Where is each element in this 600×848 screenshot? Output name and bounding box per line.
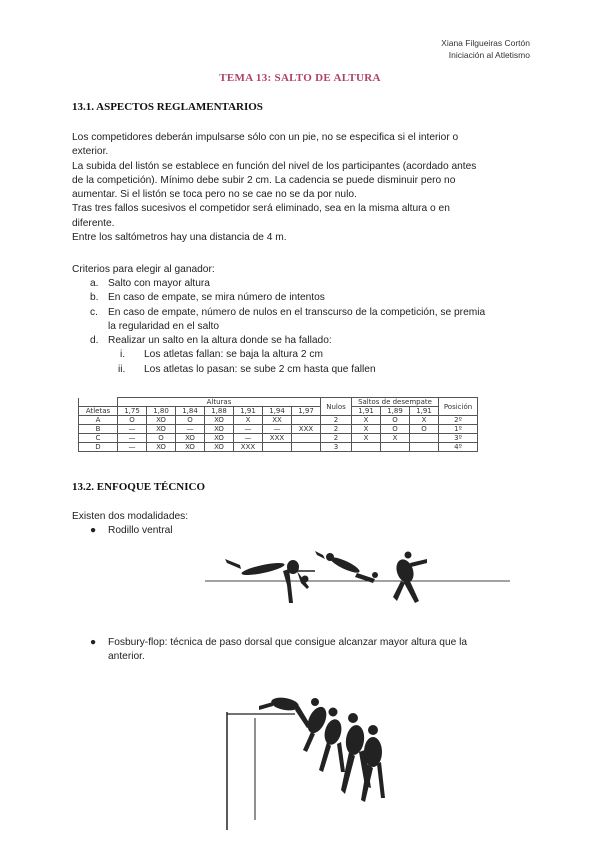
table-cell: [410, 443, 439, 452]
section-heading-tecnico: 13.2. ENFOQUE TÉCNICO: [72, 481, 206, 493]
bullet-text: Fosbury-flop: técnica de paso dorsal que consigue alcanzar mayor altura que la: [108, 637, 468, 648]
table-cell: X: [381, 434, 410, 443]
table-cell: [263, 443, 292, 452]
list-marker: b.: [90, 292, 99, 304]
table-cell: —: [234, 434, 263, 443]
paragraph-line: Entre los saltómetros hay una distancia de 4 m.: [72, 232, 287, 244]
table-cell: XO: [205, 434, 234, 443]
list-marker: d.: [90, 335, 99, 347]
table-row: [79, 434, 478, 443]
table-cell: 3º: [439, 434, 478, 443]
altura-header: 1,94: [263, 407, 292, 416]
table-cell: —: [118, 425, 147, 434]
altura-header: 1,91: [234, 407, 263, 416]
rodillo-ventral-illustration: [205, 545, 515, 617]
bullet-icon: ●: [90, 525, 97, 536]
sub-list-item: [90, 348, 530, 362]
table-cell: —: [176, 425, 205, 434]
altura-header: 1,84: [176, 407, 205, 416]
table-row: [79, 416, 478, 425]
table-cell: 2º: [439, 416, 478, 425]
table-cell: [292, 443, 321, 452]
alturas-group-header: Alturas: [118, 398, 321, 407]
altura-header: 1,88: [205, 407, 234, 416]
header: [441, 37, 530, 61]
table-cell: 2: [321, 416, 352, 425]
paragraph-line: Los competidores deberán impulsarse sólo con un pie, no se especifica si el interior o: [72, 132, 459, 143]
paragraph-line: exterior.: [72, 146, 109, 158]
list-marker: ii.: [118, 363, 126, 375]
table-row: [79, 443, 478, 452]
table-cell: XO: [205, 425, 234, 434]
list-text: Los atletas fallan: se baja la altura 2 cm: [144, 349, 323, 361]
rules-paragraph: [72, 131, 532, 245]
criteria-list: [90, 277, 530, 377]
athlete-silhouette-1: [259, 696, 311, 728]
table-cell: [410, 434, 439, 443]
table-cell: O: [410, 425, 439, 434]
bullet-item: [90, 524, 530, 539]
list-marker: i.: [120, 349, 126, 361]
list-text: Realizar un salto en la altura donde se ha fallado:: [108, 335, 332, 347]
table-cell: X: [234, 416, 263, 425]
table-cell: X: [352, 434, 381, 443]
results-table: [78, 397, 478, 452]
bullet-icon: ●: [90, 637, 97, 648]
table-cell: X: [410, 416, 439, 425]
list-item: [90, 306, 530, 335]
bullet-text: Rodillo ventral: [108, 525, 173, 536]
table-cell: 1º: [439, 425, 478, 434]
page-title: TEMA 13: SALTO DE ALTURA: [219, 72, 381, 84]
table-cell: O: [118, 416, 147, 425]
posicion-header: Posición: [439, 398, 478, 416]
table-corner: [79, 398, 118, 407]
list-item: [90, 291, 530, 305]
header-course: Iniciación al Atletismo: [448, 50, 530, 60]
table-cell: XO: [147, 416, 176, 425]
paragraph-line: aumentar. Si el listón se toca pero no se cae no se da por nulo.: [72, 189, 357, 201]
altura-header: 1,80: [147, 407, 176, 416]
table-cell: [352, 443, 381, 452]
paragraph-line: de la competición). Mínimo debe subir 2 cm. La cadencia se puede disminuir pero no: [72, 174, 456, 186]
table-cell: 3: [321, 443, 352, 452]
list-text: En caso de empate, número de nulos en el transcurso de la competición, se premia: [108, 306, 486, 318]
table-cell: XO: [147, 443, 176, 452]
table-cell: XXX: [234, 443, 263, 452]
desempate-header: 1,89: [381, 407, 410, 416]
table-cell: 4º: [439, 443, 478, 452]
table-cell: —: [118, 434, 147, 443]
standard-post: [227, 712, 255, 830]
desempate-group-header: Saltos de desempate: [352, 398, 439, 407]
list-text: la regularidad en el salto: [108, 320, 220, 332]
list-marker: a.: [90, 278, 99, 289]
table-cell: O: [176, 416, 205, 425]
table-cell: XO: [205, 416, 234, 425]
table-cell: 2: [321, 434, 352, 443]
criteria-intro: Criterios para elegir al ganador:: [72, 264, 215, 275]
sub-list-item: [90, 363, 530, 377]
table-cell: O: [147, 434, 176, 443]
athlete-silhouette-2: [315, 551, 378, 583]
list-marker: c.: [90, 306, 98, 318]
table-cell: —: [234, 425, 263, 434]
table-cell: [292, 434, 321, 443]
list-text: Salto con mayor altura: [108, 278, 210, 289]
list-item: [90, 277, 530, 291]
table-cell: XXX: [292, 425, 321, 434]
atletas-header: Atletas: [79, 407, 118, 416]
bullet-item: [90, 636, 530, 666]
table-row: [79, 425, 478, 434]
table-cell: 2: [321, 425, 352, 434]
list-text: Los atletas lo pasan: se sube 2 cm hasta que fallen: [144, 363, 376, 375]
table-cell: D: [79, 443, 118, 452]
fosbury-flop-illustration: [215, 690, 395, 830]
header-author: Xiana Filgueiras Cortón: [441, 38, 530, 48]
altura-header: 1,97: [292, 407, 321, 416]
table-cell: B: [79, 425, 118, 434]
table-cell: XXX: [263, 434, 292, 443]
modalidades-intro: Existen dos modalidades:: [72, 511, 189, 522]
nulos-header: Nulos: [321, 398, 352, 416]
section-heading-reglamentarios: 13.1. ASPECTOS REGLAMENTARIOS: [72, 101, 263, 113]
table-cell: O: [381, 425, 410, 434]
paragraph-line: La subida del listón se establece en función del nivel de los participantes (acordado antes: [72, 160, 477, 172]
paragraph-line: diferente.: [72, 217, 115, 229]
bullet-text: anterior.: [108, 651, 145, 663]
altura-header: 1,75: [118, 407, 147, 416]
paragraph-line: Tras tres fallos sucesivos el competidor será eliminado, sea en la misma altura o en: [72, 203, 450, 215]
table-cell: XO: [147, 425, 176, 434]
table-cell: C: [79, 434, 118, 443]
table-cell: A: [79, 416, 118, 425]
table-cell: —: [118, 443, 147, 452]
table-cell: O: [381, 416, 410, 425]
table-cell: XX: [263, 416, 292, 425]
table-cell: XO: [176, 434, 205, 443]
table-cell: XO: [205, 443, 234, 452]
desempate-header: 1,91: [410, 407, 439, 416]
table-cell: XO: [176, 443, 205, 452]
list-text: En caso de empate, se mira número de intentos: [108, 292, 325, 304]
table-cell: X: [352, 425, 381, 434]
table-cell: X: [352, 416, 381, 425]
table-cell: [292, 416, 321, 425]
list-item: [90, 334, 530, 348]
table-cell: [381, 443, 410, 452]
desempate-header: 1,91: [352, 407, 381, 416]
table-cell: —: [263, 425, 292, 434]
